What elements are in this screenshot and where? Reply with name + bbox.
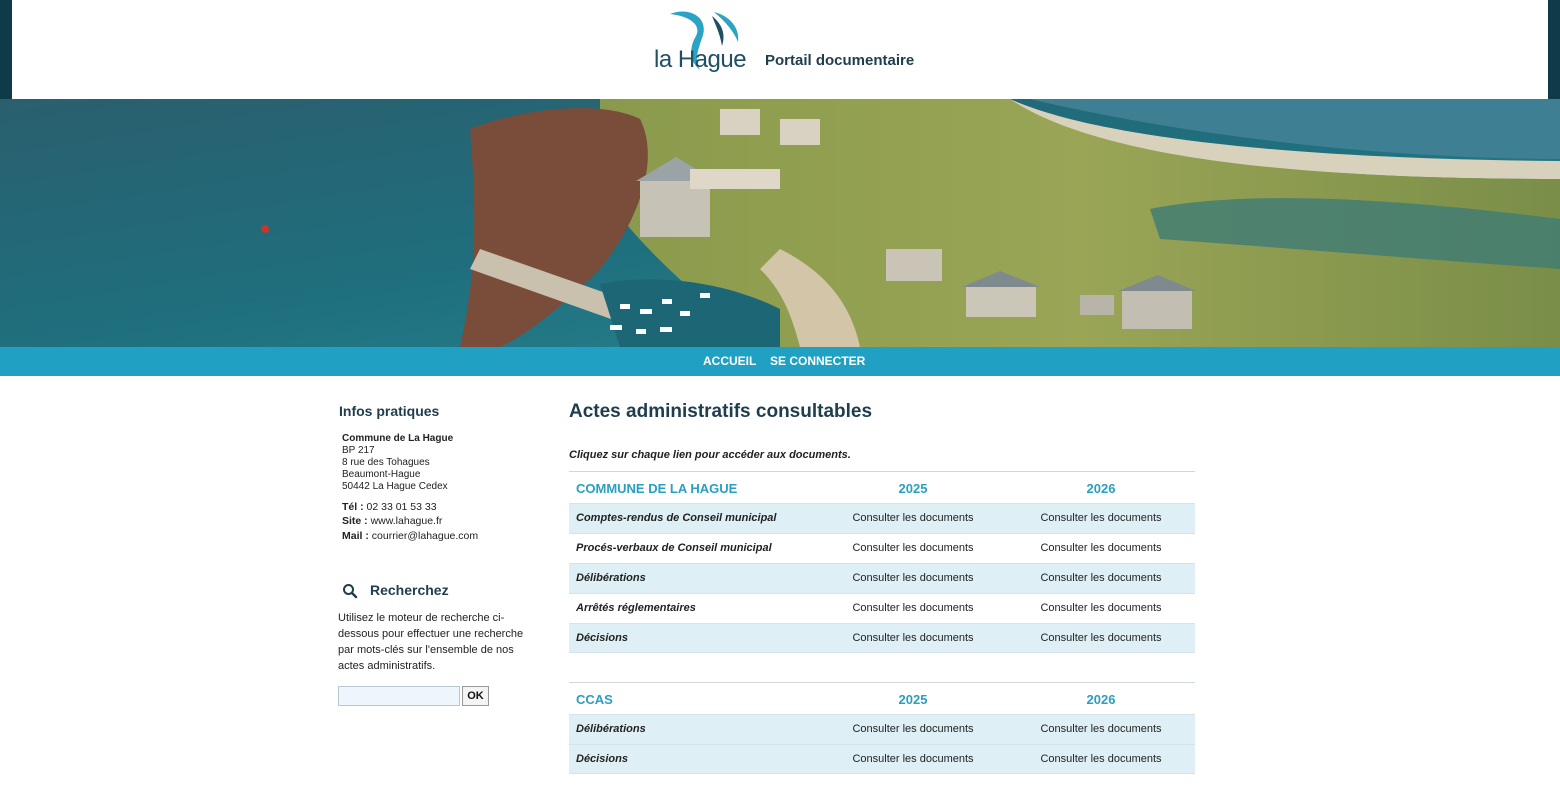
contact-site bbox=[342, 515, 442, 527]
row-label: Procés-verbaux de Conseil municipal bbox=[576, 542, 772, 554]
table-row bbox=[569, 744, 1195, 774]
nav-accueil[interactable]: ACCUEIL bbox=[703, 354, 757, 368]
consult-link[interactable]: Consulter les documents bbox=[852, 572, 974, 584]
instruction-text: Cliquez sur chaque lien pour accéder aux documents. bbox=[569, 449, 851, 461]
table-row bbox=[569, 503, 1195, 533]
logo-text: la Hague bbox=[654, 46, 747, 73]
consult-link[interactable]: Consulter les documents bbox=[1040, 572, 1162, 584]
documents-table-ccas bbox=[569, 682, 1195, 774]
entity-title: CCAS bbox=[576, 692, 613, 707]
consult-link[interactable]: Consulter les documents bbox=[852, 753, 974, 765]
header bbox=[12, 0, 1548, 99]
year-header: 2026 bbox=[1086, 481, 1116, 496]
site-label: Site : bbox=[342, 515, 368, 527]
address-line: Beaumont-Hague bbox=[342, 469, 421, 480]
address-org: Commune de La Hague bbox=[342, 433, 454, 444]
consult-link[interactable]: Consulter les documents bbox=[1040, 632, 1162, 644]
table-row bbox=[569, 714, 1195, 744]
documents-table-commune bbox=[569, 471, 1195, 653]
contact-mail bbox=[342, 530, 478, 542]
address-block bbox=[342, 433, 453, 493]
table-header-row bbox=[569, 682, 1195, 714]
consult-link[interactable]: Consulter les documents bbox=[1040, 602, 1162, 614]
consult-link[interactable]: Consulter les documents bbox=[852, 632, 974, 644]
row-label: Décisions bbox=[576, 753, 628, 765]
hero-banner bbox=[0, 99, 1560, 347]
consult-link[interactable]: Consulter les documents bbox=[1040, 512, 1162, 524]
row-label: Délibérations bbox=[576, 572, 646, 584]
year-header: 2026 bbox=[1086, 692, 1116, 707]
infos-pratiques-heading: Infos pratiques bbox=[339, 403, 440, 419]
page-title: Actes administratifs consultables bbox=[569, 401, 873, 422]
row-label: Délibérations bbox=[576, 723, 646, 735]
entity-title: COMMUNE DE LA HAGUE bbox=[576, 481, 738, 496]
consult-link[interactable]: Consulter les documents bbox=[1040, 542, 1162, 554]
consult-link[interactable]: Consulter les documents bbox=[852, 542, 974, 554]
address-line: 50442 La Hague Cedex bbox=[342, 481, 448, 492]
row-label: Arrêtés réglementaires bbox=[576, 602, 696, 614]
contact-tel bbox=[342, 501, 437, 513]
year-header: 2025 bbox=[898, 692, 928, 707]
search-description: Utilisez le moteur de recherche ci-dessous pour effectuer une recherche par mots-clés sur l'ensemble de nos actes administratifs. bbox=[338, 612, 524, 672]
consult-link[interactable]: Consulter les documents bbox=[1040, 753, 1162, 765]
table-row bbox=[569, 563, 1195, 593]
mail-label: Mail : bbox=[342, 530, 369, 542]
search-input[interactable] bbox=[338, 686, 460, 706]
main-navigation bbox=[0, 347, 1560, 376]
mail-link[interactable]: courrier@lahague.com bbox=[371, 530, 479, 542]
row-label: Comptes-rendus de Conseil municipal bbox=[576, 512, 777, 524]
portal-title: Portail documentaire bbox=[765, 52, 915, 69]
tel-value: 02 33 01 53 33 bbox=[366, 501, 437, 513]
site-link[interactable]: www.lahague.fr bbox=[370, 515, 443, 527]
search-icon bbox=[342, 583, 358, 599]
consult-link[interactable]: Consulter les documents bbox=[852, 512, 974, 524]
site-logo[interactable] bbox=[642, 8, 767, 86]
consult-link[interactable]: Consulter les documents bbox=[852, 723, 974, 735]
row-label: Décisions bbox=[576, 632, 628, 644]
year-header: 2025 bbox=[898, 481, 928, 496]
consult-link[interactable]: Consulter les documents bbox=[852, 602, 974, 614]
nav-se-connecter[interactable]: SE CONNECTER bbox=[770, 354, 866, 368]
table-header-row bbox=[569, 471, 1195, 503]
table-row bbox=[569, 533, 1195, 563]
coastal-landscape-image bbox=[0, 99, 1560, 347]
table-row bbox=[569, 623, 1195, 653]
address-line: BP 217 bbox=[342, 445, 375, 456]
search-title: Recherchez bbox=[370, 582, 449, 598]
tel-label: Tél : bbox=[342, 501, 364, 513]
address-line: 8 rue des Tohagues bbox=[342, 457, 430, 468]
table-row bbox=[569, 593, 1195, 623]
search-ok-button[interactable]: OK bbox=[462, 686, 489, 706]
consult-link[interactable]: Consulter les documents bbox=[1040, 723, 1162, 735]
